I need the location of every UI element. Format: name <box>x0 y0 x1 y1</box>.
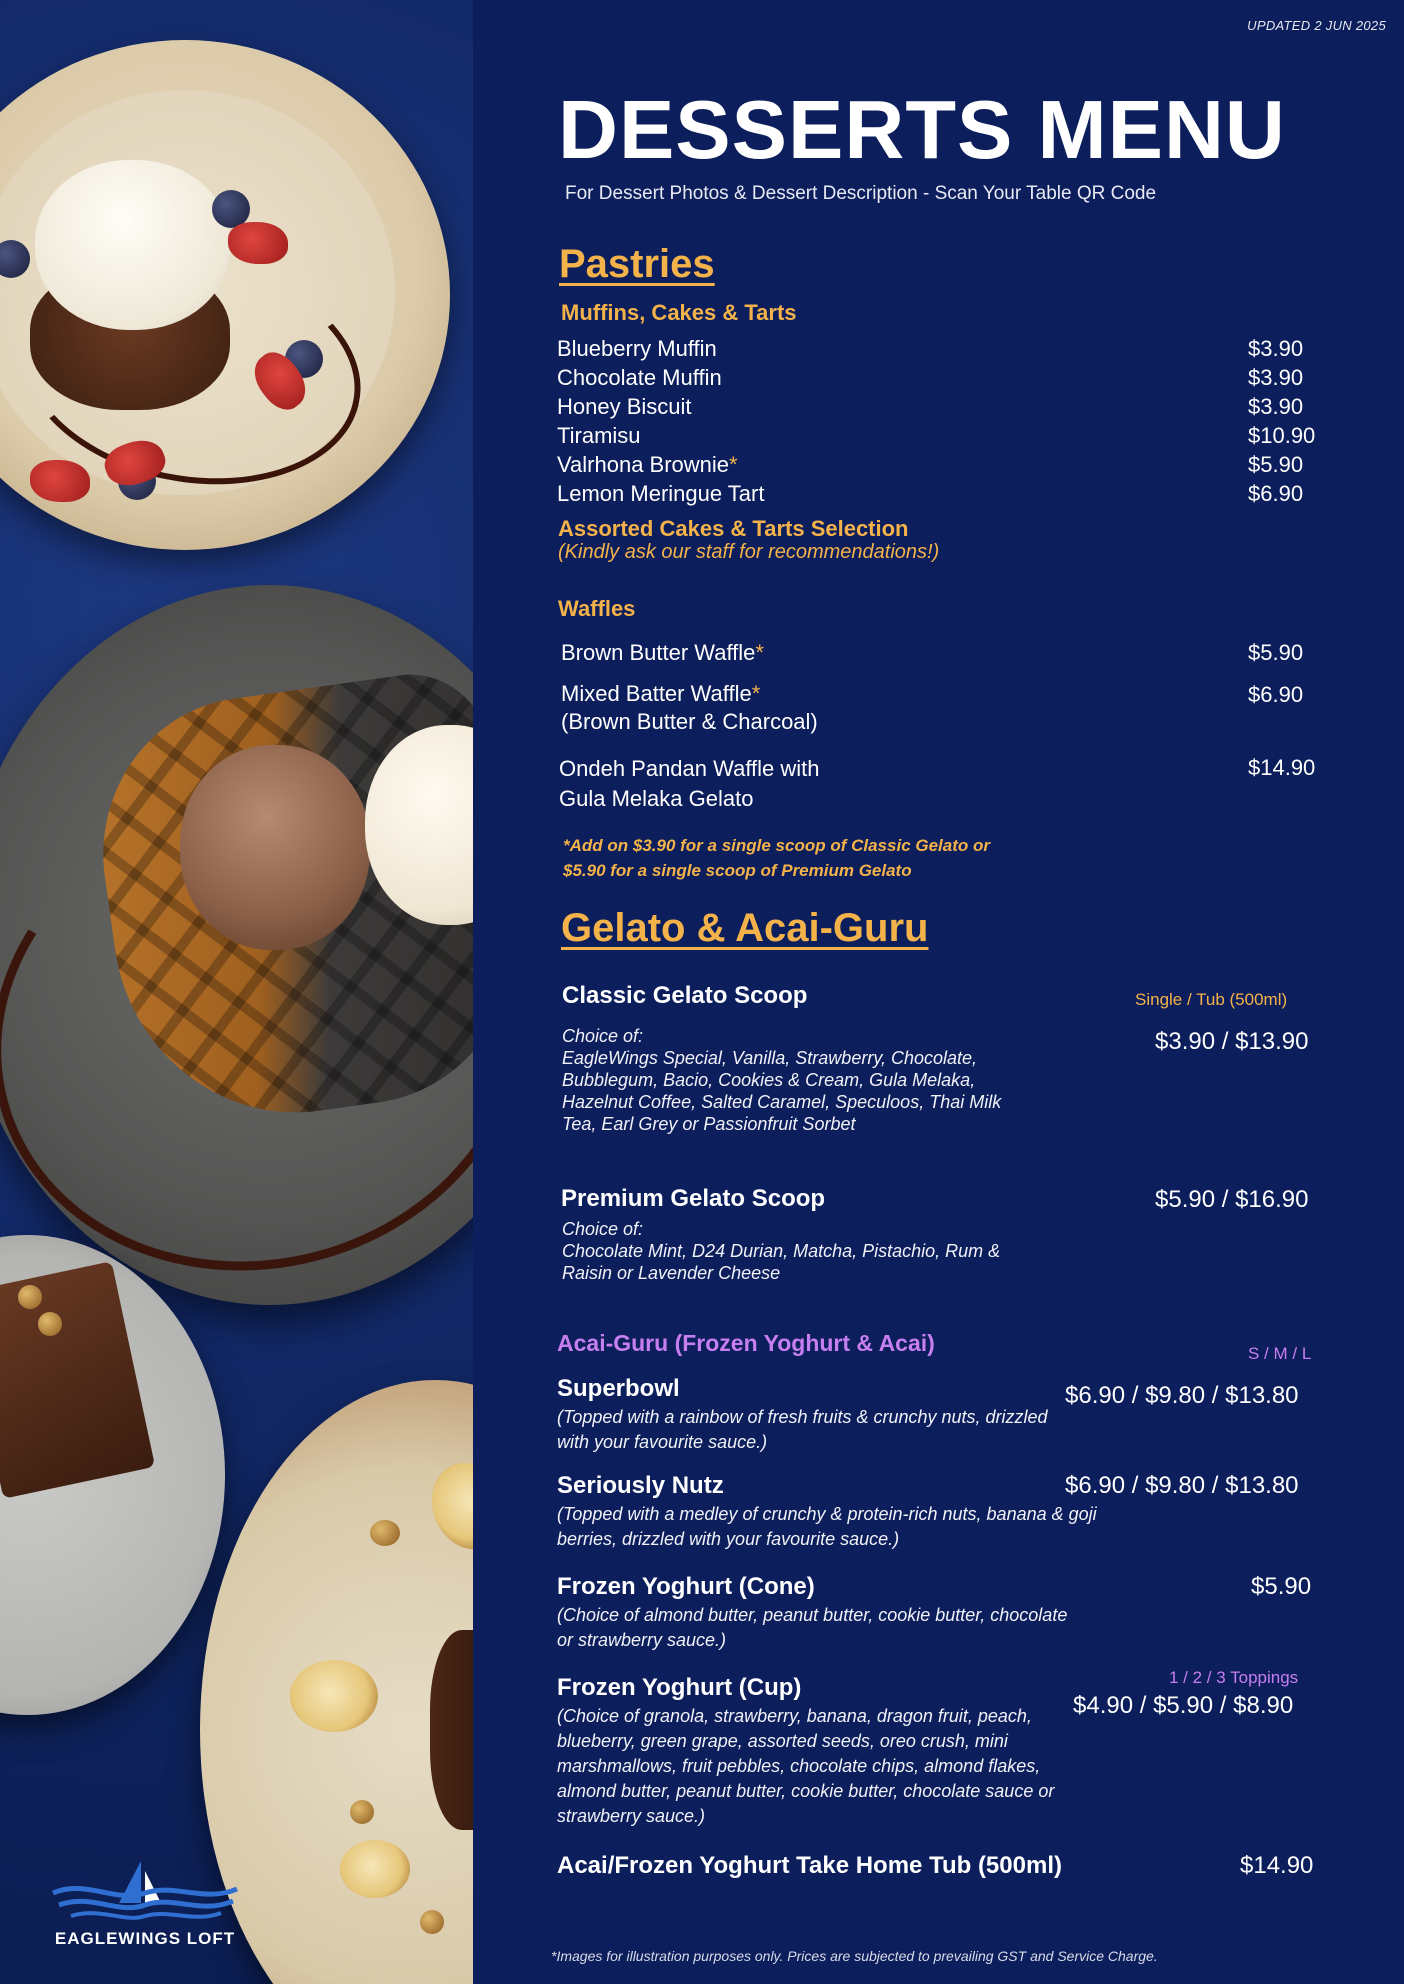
waffle-item-name: Ondeh Pandan Waffle with <box>559 756 820 781</box>
waffle-item-price: $14.90 <box>1248 755 1316 780</box>
eaglewings-logo-icon <box>45 1855 245 1925</box>
menu-item-price: $3.90 <box>1248 365 1304 390</box>
acai-item-name: Frozen Yoghurt (Cone) <box>557 1573 815 1600</box>
eaglewings-logo <box>40 1855 250 1955</box>
premium-gelato-price: $5.90 / $16.90 <box>1155 1186 1309 1213</box>
premium-choice-label: Choice of: <box>562 1219 644 1239</box>
waffle-item-subtitle: (Brown Butter & Charcoal) <box>561 709 818 734</box>
acai-item-desc: (Topped with a medley of crunchy & protein-rich nuts, banana & goji berries, drizzled with your favourite sauce.) <box>557 1504 1097 1549</box>
waffle-item-name: Brown Butter Waffle* <box>561 640 764 665</box>
subheading-waffles: Waffles <box>558 596 636 621</box>
acai-item-desc: (Choice of almond butter, peanut butter, cookie butter, chocolate or strawberry sauce.) <box>557 1605 1068 1650</box>
menu-item-name: Honey Biscuit <box>557 394 692 419</box>
acai-item-name: Superbowl <box>557 1375 680 1402</box>
waffle-item-price: $5.90 <box>1248 640 1304 665</box>
waffle-item-price: $6.90 <box>1248 682 1304 707</box>
premium-flavours: Chocolate Mint, D24 Durian, Matcha, Pistachio, Rum & Raisin or Lavender Cheese <box>562 1241 1001 1283</box>
disclaimer: *Images for illustration purposes only. Prices are subjected to prevailing GST and Service Charge. <box>551 1948 1158 1964</box>
acai-item-name: Seriously Nutz <box>557 1472 724 1499</box>
addon-note-line-2: $5.90 for a single scoop of Premium Gelato <box>563 861 912 880</box>
classic-flavours: EagleWings Special, Vanilla, Strawberry, Chocolate, Bubblegum, Bacio, Cookies & Cream, Gula Melaka, Hazelnut Coffee, Salted Caramel, Speculoos, Thai Milk Tea, Earl Grey or Passionfruit Sorbet <box>562 1048 1002 1134</box>
acai-item-price: $4.90 / $5.90 / $8.90 <box>1073 1692 1294 1719</box>
menu-item-price: $10.90 <box>1248 423 1316 448</box>
assorted-note: (Kindly ask our staff for recommendations!) <box>558 541 940 563</box>
menu-item-price: $3.90 <box>1248 394 1304 419</box>
acai-item-name: Frozen Yoghurt (Cup) <box>557 1674 802 1701</box>
acai-item-price: $6.90 / $9.80 / $13.80 <box>1065 1382 1299 1409</box>
addon-note-line-1: *Add on $3.90 for a single scoop of Classic Gelato or <box>563 836 990 855</box>
page-subtitle: For Dessert Photos & Dessert Description - Scan Your Table QR Code <box>565 183 1157 204</box>
classic-size-label: Single / Tub (500ml) <box>1135 990 1288 1009</box>
menu-item-price: $3.90 <box>1248 336 1304 361</box>
logo-text: EAGLEWINGS LOFT <box>54 1929 236 1948</box>
subheading-muffins-cakes-tarts: Muffins, Cakes & Tarts <box>561 300 797 325</box>
acai-heading: Acai-Guru (Frozen Yoghurt & Acai) <box>557 1330 935 1356</box>
acai-item-price: $5.90 <box>1251 1573 1312 1600</box>
premium-gelato-name: Premium Gelato Scoop <box>561 1185 826 1212</box>
waffle-item-subtitle: Gula Melaka Gelato <box>559 786 754 811</box>
menu-panel <box>473 0 1404 1984</box>
updated-date: UPDATED 2 JUN 2025 <box>1247 18 1386 33</box>
menu-item-name: Chocolate Muffin <box>557 365 722 390</box>
page-title: DESSERTS MENU <box>558 83 1286 176</box>
acai-item-price: $6.90 / $9.80 / $13.80 <box>1065 1472 1299 1499</box>
waffle-item-name: Mixed Batter Waffle* <box>561 681 761 706</box>
menu-item-price: $5.90 <box>1248 452 1304 477</box>
dessert-photo-panel <box>0 0 473 1984</box>
menu-item-name: Lemon Meringue Tart <box>557 481 765 506</box>
toppings-label: 1 / 2 / 3 Toppings <box>1169 1668 1299 1687</box>
classic-gelato-price: $3.90 / $13.90 <box>1155 1028 1309 1055</box>
vanilla-scoop <box>35 160 230 330</box>
section-heading-pastries: Pastries <box>559 242 715 286</box>
menu-item-name: Valrhona Brownie* <box>557 452 738 477</box>
menu-item-name: Blueberry Muffin <box>557 336 717 361</box>
section-heading-gelato: Gelato & Acai-Guru <box>561 906 929 950</box>
chocolate-scoop <box>180 745 370 950</box>
subheading-assorted: Assorted Cakes & Tarts Selection <box>558 516 909 541</box>
classic-choice-label: Choice of: <box>562 1026 644 1046</box>
menu-item-price: $6.90 <box>1248 481 1304 506</box>
take-home-tub-name: Acai/Frozen Yoghurt Take Home Tub (500ml) <box>557 1852 1062 1879</box>
classic-gelato-name: Classic Gelato Scoop <box>562 982 808 1009</box>
acai-item-desc: (Choice of granola, strawberry, banana, dragon fruit, peach, blueberry, green grape, assorted seeds, oreo crush, mini marshmallows, fruit pebbles, chocolate chips, almond flakes, almond butter, peanut butter, cookie butter, chocolate sauce or strawberry sauce.) <box>557 1706 1055 1826</box>
menu-item-name: Tiramisu <box>557 423 641 448</box>
acai-size-label: S / M / L <box>1248 1344 1312 1363</box>
take-home-tub-price: $14.90 <box>1240 1852 1314 1879</box>
acai-item-desc: (Topped with a rainbow of fresh fruits & crunchy nuts, drizzled with your favourite sauce.) <box>557 1407 1048 1452</box>
